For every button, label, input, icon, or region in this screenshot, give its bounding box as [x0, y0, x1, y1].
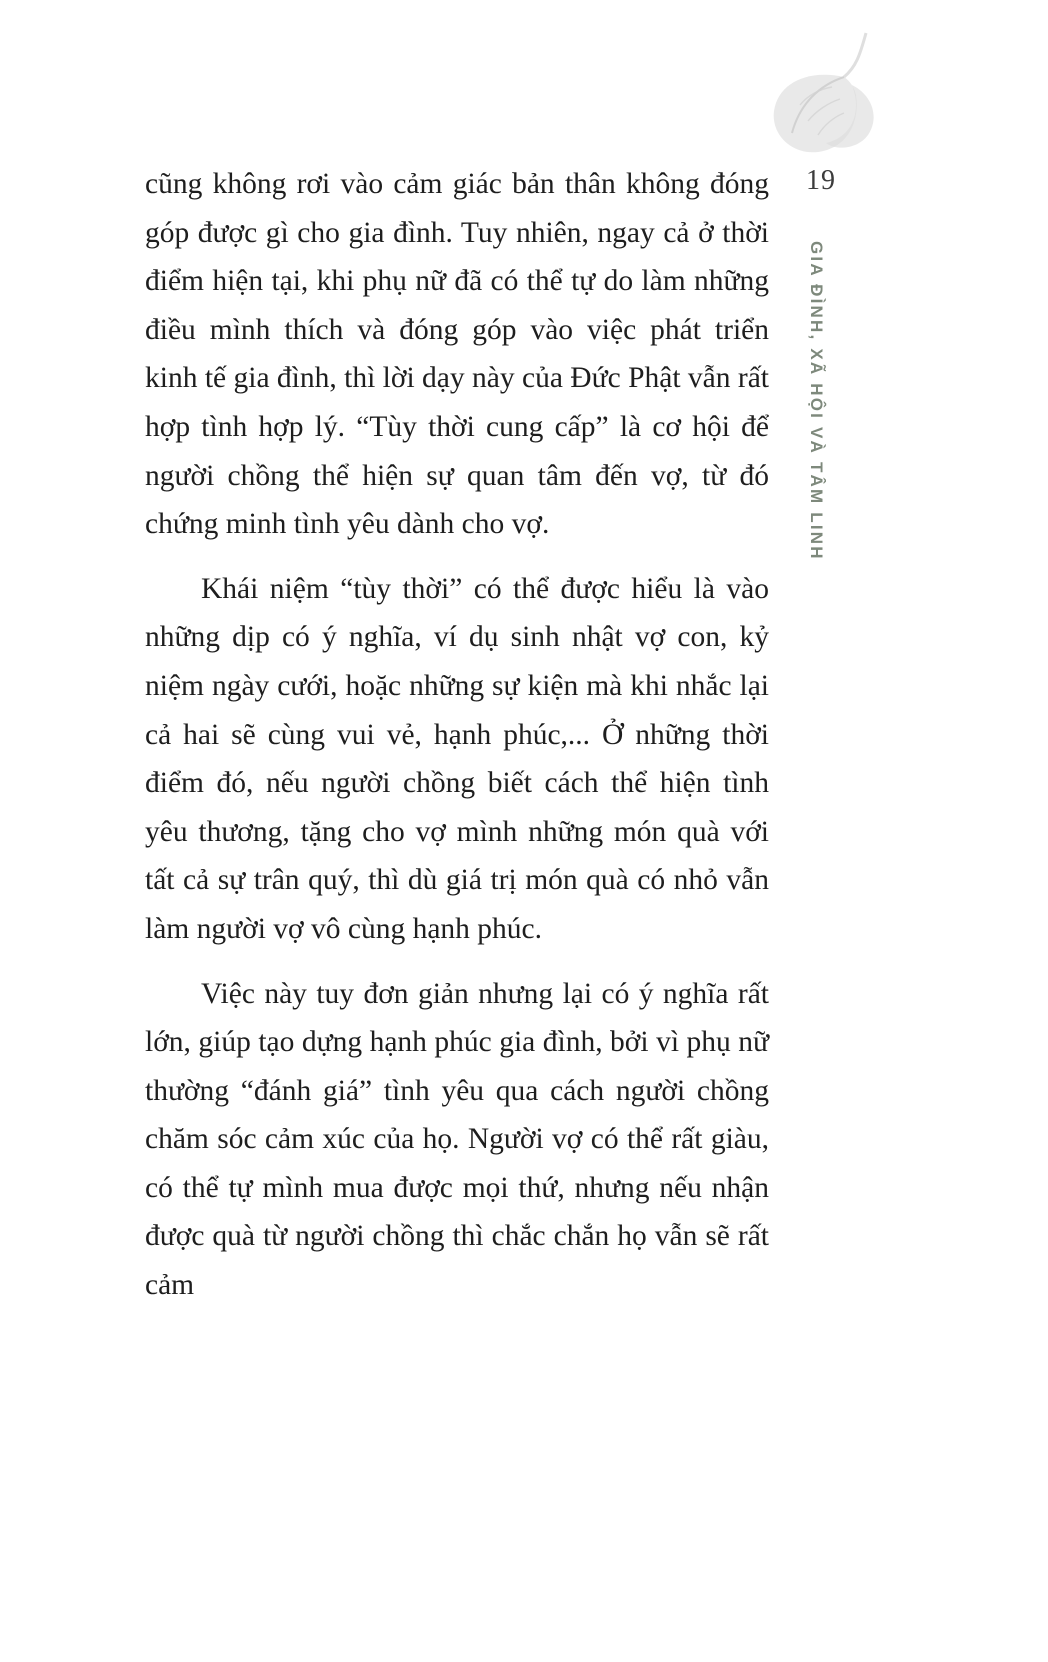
body-paragraph: Khái niệm “tùy thời” có thể được hiểu là vào những dịp có ý nghĩa, ví dụ sinh nhật vợ con, kỷ niệm ngày cưới, hoặc những sự kiện mà khi nhắc lại cả hai sẽ cùng vui vẻ, hạnh phúc,... Ở những thời điểm đó, nếu người chồng biết cách thể hiện tình yêu thương, tặng cho vợ mình những món quà với tất cả sự trân quý, thì dù giá trị món quà có nhỏ vẫn làm người vợ vô cùng hạnh phúc. [145, 572, 769, 945]
leaf-watermark-icon [748, 25, 898, 165]
page-number: 19 [806, 165, 836, 196]
body-text-block [145, 160, 769, 1310]
running-head: GIA ĐÌNH, XÃ HỘI VÀ TÂM LINH [807, 241, 826, 561]
body-paragraph: Việc này tuy đơn giản nhưng lại có ý nghĩa rất lớn, giúp tạo dựng hạnh phúc gia đình, bởi vì phụ nữ thường “đánh giá” tình yêu qua cách người chồng chăm sóc cảm xúc của họ. Người vợ có thể rất giàu, có thể tự mình mua được mọi thứ, nhưng nếu nhận được quà từ người chồng thì chắc chắn họ vẫn sẽ rất cảm [145, 977, 769, 1302]
body-paragraph: cũng không rơi vào cảm giác bản thân không đóng góp được gì cho gia đình. Tuy nhiên, ngay cả ở thời điểm hiện tại, khi phụ nữ đã có thể tự do làm những điều mình thích và đóng góp vào việc phát triển kinh tế gia đình, thì lời dạy này của Đức Phật vẫn rất hợp tình hợp lý. “Tùy thời cung cấp” là cơ hội để người chồng thể hiện sự quan tâm đến vợ, từ đó chứng minh tình yêu dành cho vợ. [145, 168, 769, 541]
